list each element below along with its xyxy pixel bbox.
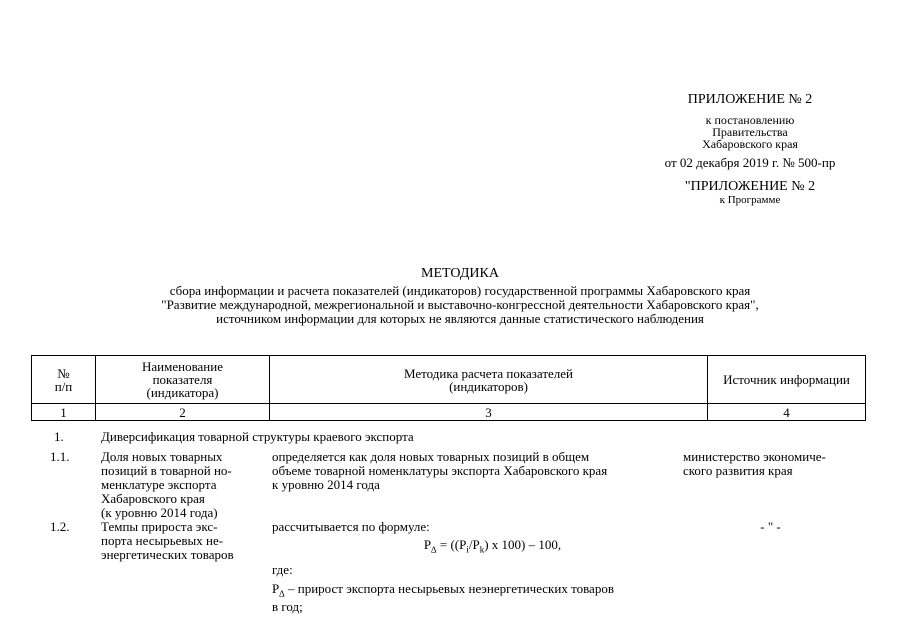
column-number: 3 (270, 404, 708, 421)
document-title: МЕТОДИКА (421, 266, 499, 281)
attachment-block (640, 92, 860, 206)
document-title-block (60, 266, 860, 326)
method-text: определяется как доля новых товарных позиций в общем объеме товарной номенклатуры экспорта Хабаровского края к уровню 2014 года (272, 449, 608, 492)
column-number: 1 (32, 404, 96, 421)
header-indicator-name: Наименование показателя (индикатора) (96, 356, 270, 404)
row-number: 1.1. (50, 449, 70, 464)
header-method: Методика расчета показателей (индикаторов) (270, 356, 708, 404)
section-title: Диверсификация товарной структуры краевого экспорта (101, 429, 414, 444)
attachment-date: от 02 декабря 2019 г. № 500-пр (664, 155, 836, 170)
header-source: Источник информации (708, 356, 866, 404)
source-text: - " - (760, 519, 781, 534)
definition-text: $P_\Delta$ – прирост экспорта несырьевых неэнергетических товаров (272, 580, 614, 599)
attachment-title: ПРИЛОЖЕНИЕ № 2 (687, 92, 813, 107)
attachment-line: Правительства (712, 125, 788, 139)
document-subtitle: сбора информации и расчета показателей (индикаторов) государственной программы Хабаровского края (169, 283, 751, 298)
section-number: 1. (54, 429, 64, 444)
indicator-name: Темпы прироста экс- порта несырьевых не- энергетических товаров (101, 519, 234, 562)
method-text: рассчитывается по формуле: $P_\Delta = ((P_i/P_k)$ x 100) – 100, где: $P_\Delta$ – прирост экспорта несырьевых неэнергетических товаров в год; (272, 520, 673, 614)
program-attachment-title: "ПРИЛОЖЕНИЕ № 2 (684, 179, 816, 194)
attachment-line: Хабаровского края (702, 137, 798, 151)
program-attachment-sub: к Программе (719, 194, 781, 206)
methodology-table-header (31, 355, 866, 421)
table-header-row (32, 356, 866, 404)
formula: $P_\Delta = ((P_i/P_k)$ x 100) – 100, (423, 537, 562, 555)
header-number: № п/п (32, 356, 96, 404)
source-text: министерство экономиче- ского развития края (683, 449, 826, 478)
document-subtitle: "Развитие международной, межрегиональной и выставочно-конгрессной деятельности Хабаровского края", (161, 297, 759, 312)
document-subtitle: источником информации для которых не являются данные статистического наблюдения (216, 311, 704, 326)
indicator-name: Доля новых товарных позиций в товарной но- менклатуре экспорта Хабаровского края (к уровню 2014 года) (101, 449, 232, 520)
row-number: 1.2. (50, 519, 70, 534)
column-number: 2 (96, 404, 270, 421)
column-number-row (32, 404, 866, 421)
column-number: 4 (708, 404, 866, 421)
attachment-line: к постановлению (705, 113, 795, 127)
